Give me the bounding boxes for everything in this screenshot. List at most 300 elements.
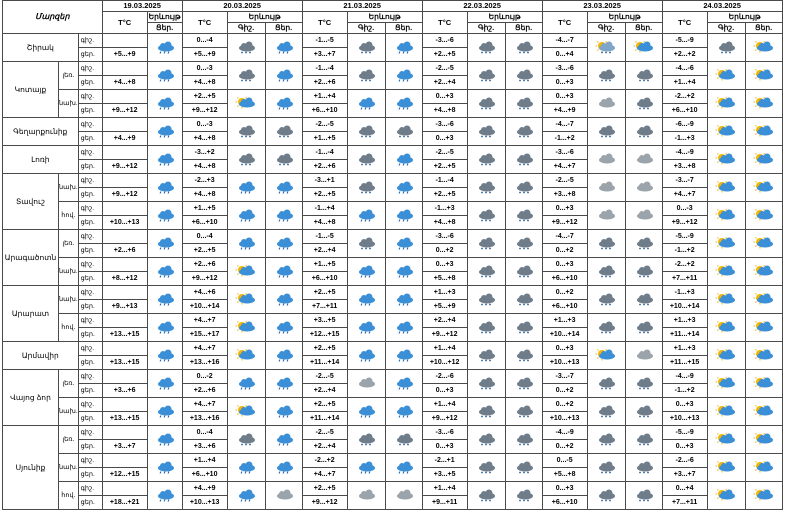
weather-icon — [587, 286, 625, 314]
table-row — [3, 118, 783, 132]
temperature-cell: +2...+5 — [422, 188, 467, 202]
weather-icon — [587, 314, 625, 342]
weather-icon — [625, 454, 662, 482]
temperature-cell: -1...-4 — [422, 174, 467, 188]
weather-icon — [347, 90, 385, 118]
temperature-cell: +9...+12 — [182, 272, 227, 286]
time-of-day: ցեր. — [78, 160, 102, 174]
temperature-cell: +2...+5 — [182, 244, 227, 258]
header-row-labels — [3, 12, 783, 23]
weather-icon — [227, 62, 265, 90]
weather-icon — [707, 62, 745, 90]
weather-icon — [385, 230, 422, 258]
weather-icon — [745, 118, 782, 146]
temperature-cell: +9...+12 — [662, 216, 707, 230]
weather-icon — [625, 146, 662, 174]
weather-icon — [227, 230, 265, 258]
header-row-dates — [3, 1, 783, 12]
night-header: Գիշ. — [347, 23, 385, 34]
weather-icon — [707, 174, 745, 202]
night-header: Գիշ. — [707, 23, 745, 34]
weather-icon — [707, 258, 745, 286]
temperature-cell: -3...+2 — [182, 146, 227, 160]
weather-icon — [467, 454, 505, 482]
temperature-cell: +2...+5 — [422, 48, 467, 62]
temperature-cell: -3...-6 — [542, 146, 587, 160]
weather-icon — [587, 482, 625, 510]
weather-icon — [707, 286, 745, 314]
temperature-cell — [102, 90, 147, 104]
weather-icon — [745, 90, 782, 118]
temperature-cell: 0...-4 — [182, 426, 227, 440]
temperature-cell: +3...+8 — [662, 160, 707, 174]
temperature-cell: +13...+16 — [182, 412, 227, 426]
time-of-day: գիշ. — [78, 174, 102, 188]
time-of-day: գիշ. — [78, 90, 102, 104]
weather-icon — [745, 482, 782, 510]
date-header: 24.03.2025 — [662, 1, 782, 12]
temperature-cell: +1...+3 — [422, 286, 467, 300]
temperature-cell: -1...+4 — [302, 202, 347, 216]
temperature-cell: 0...+3 — [542, 258, 587, 272]
weather-icon — [385, 90, 422, 118]
temperature-cell: 0...+2 — [542, 286, 587, 300]
temperature-cell: -1...-4 — [302, 62, 347, 76]
time-of-day: ցեր. — [78, 76, 102, 90]
temperature-cell: 0...+3 — [542, 482, 587, 496]
temperature-cell: +10...+13 — [182, 496, 227, 510]
time-of-day: գիշ. — [78, 342, 102, 356]
temperature-cell: 0...-2 — [182, 370, 227, 384]
weather-icon — [265, 286, 302, 314]
region-name: Տավուշ — [3, 174, 59, 230]
region-name: Շիրակ — [3, 34, 79, 62]
temperature-cell: -3...-7 — [662, 174, 707, 188]
weather-icon — [347, 258, 385, 286]
weather-icon — [467, 202, 505, 230]
temperature-cell: +9...+12 — [102, 160, 147, 174]
temperature-cell: +3...+7 — [102, 440, 147, 454]
weather-icon — [467, 118, 505, 146]
weather-icon — [227, 426, 265, 454]
weather-icon — [385, 174, 422, 202]
temperature-cell: -2...+2 — [662, 90, 707, 104]
weather-icon — [745, 426, 782, 454]
weather-icon — [707, 454, 745, 482]
temperature-cell: +4...+8 — [102, 76, 147, 90]
temperature-cell: +8...+12 — [102, 272, 147, 286]
temperature-cell: -3...+1 — [302, 174, 347, 188]
temperature-cell: +3...+5 — [302, 314, 347, 328]
zone-label: նախ. — [59, 258, 79, 286]
weather-icon — [347, 174, 385, 202]
temperature-cell: -4...-6 — [662, 62, 707, 76]
temperature-cell: +12...+15 — [302, 328, 347, 342]
weather-icon — [347, 202, 385, 230]
temperature-cell: +15...+17 — [182, 328, 227, 342]
temperature-cell: +2...+4 — [302, 384, 347, 398]
weather-icon — [265, 370, 302, 398]
weather-icon — [467, 62, 505, 90]
temperature-cell: 0...-3 — [662, 202, 707, 216]
table-row — [3, 454, 783, 468]
temperature-cell: 0...+3 — [422, 258, 467, 272]
temperature-cell: -1...+3 — [662, 286, 707, 300]
temperature-cell: +6...+10 — [542, 300, 587, 314]
weather-icon — [147, 342, 182, 370]
weather-icon — [227, 286, 265, 314]
temperature-cell: +9...+11 — [422, 496, 467, 510]
weather-icon — [347, 314, 385, 342]
weather-icon — [467, 230, 505, 258]
region-name: Լոռի — [3, 146, 79, 174]
weather-icon — [587, 258, 625, 286]
weather-icon — [347, 34, 385, 62]
zone-label: հով. — [59, 482, 79, 510]
temperature-cell: +5...+8 — [422, 272, 467, 286]
weather-icon — [707, 426, 745, 454]
phenomenon-header: Երևույթ — [467, 12, 542, 23]
temperature-cell: +3...+6 — [102, 384, 147, 398]
weather-icon — [625, 34, 662, 62]
weather-icon — [265, 398, 302, 426]
weather-icon — [745, 174, 782, 202]
temperature-cell: -3...-6 — [422, 426, 467, 440]
time-of-day: ցեր. — [78, 104, 102, 118]
temperature-cell: +4...+9 — [102, 132, 147, 146]
region-name: Կոտայք — [3, 62, 59, 118]
temperature-cell: +2...+5 — [422, 160, 467, 174]
temperature-cell: +1...+4 — [422, 398, 467, 412]
temperature-cell: +1...+4 — [662, 76, 707, 90]
temperature-cell: -4...-9 — [542, 426, 587, 440]
weather-icon — [625, 230, 662, 258]
temperature-cell: +2...+5 — [302, 342, 347, 356]
zone-label: հով. — [59, 202, 79, 230]
temperature-cell: -4...-7 — [542, 118, 587, 132]
temperature-cell — [102, 174, 147, 188]
temperature-cell — [102, 34, 147, 48]
temperature-cell: +1...+4 — [302, 90, 347, 104]
temperature-cell: +10...+13 — [102, 216, 147, 230]
weather-icon — [625, 202, 662, 230]
weather-icon — [227, 398, 265, 426]
time-of-day: գիշ. — [78, 258, 102, 272]
temperature-cell: +4...+8 — [182, 76, 227, 90]
table-row — [3, 314, 783, 328]
temperature-cell: +4...+7 — [182, 314, 227, 328]
weather-icon — [227, 118, 265, 146]
weather-icon — [587, 370, 625, 398]
temperature-cell: +3...+6 — [182, 440, 227, 454]
time-of-day: ցեր. — [78, 356, 102, 370]
weather-icon — [147, 426, 182, 454]
weather-icon — [265, 90, 302, 118]
weather-icon — [745, 202, 782, 230]
weather-icon — [467, 34, 505, 62]
weather-icon — [745, 314, 782, 342]
temperature-cell: +5...+9 — [422, 300, 467, 314]
weather-icon — [625, 118, 662, 146]
time-of-day: գիշ. — [78, 230, 102, 244]
weather-icon — [227, 90, 265, 118]
table-row — [3, 426, 783, 440]
temperature-cell: -4...-7 — [542, 34, 587, 48]
table-row — [3, 62, 783, 76]
temperature-cell: +13...+16 — [182, 356, 227, 370]
time-of-day: ցեր. — [78, 188, 102, 202]
temperature-cell: +1...+3 — [542, 314, 587, 328]
temperature-cell — [102, 398, 147, 412]
time-of-day: ցեր. — [78, 300, 102, 314]
weather-icon — [625, 314, 662, 342]
temperature-cell: -2...+1 — [422, 454, 467, 468]
temperature-cell: +9...+12 — [422, 328, 467, 342]
temperature-cell: +1...+5 — [182, 202, 227, 216]
temperature-cell: 0...-3 — [182, 62, 227, 76]
weather-icon — [587, 118, 625, 146]
region-name: Վայոց ձոր — [3, 370, 59, 426]
day-header: Ցեր. — [745, 23, 782, 34]
time-of-day: գիշ. — [78, 370, 102, 384]
weather-icon — [467, 370, 505, 398]
weather-icon — [347, 482, 385, 510]
weather-icon — [467, 426, 505, 454]
weather-icon — [505, 342, 542, 370]
temperature-cell: +9...+12 — [422, 412, 467, 426]
weather-icon — [505, 426, 542, 454]
temperature-cell: 0...+3 — [662, 440, 707, 454]
temperature-cell: +2...+6 — [102, 244, 147, 258]
weather-icon — [347, 230, 385, 258]
weather-icon — [147, 118, 182, 146]
temperature-cell: +3...+8 — [542, 188, 587, 202]
table-row — [3, 146, 783, 160]
weather-icon — [505, 146, 542, 174]
temperature-header: T°C — [182, 12, 227, 34]
weather-icon — [745, 34, 782, 62]
temperature-cell: -2...-5 — [302, 370, 347, 384]
time-of-day: գիշ. — [78, 62, 102, 76]
temperature-cell: 0...-4 — [182, 34, 227, 48]
weather-icon — [707, 482, 745, 510]
table-row — [3, 90, 783, 104]
weather-icon — [625, 174, 662, 202]
weather-icon — [227, 314, 265, 342]
weather-icon — [707, 370, 745, 398]
temperature-cell: +6...+10 — [182, 468, 227, 482]
weather-icon — [147, 202, 182, 230]
temperature-cell: 0...+2 — [542, 440, 587, 454]
date-header: 22.03.2025 — [422, 1, 542, 12]
temperature-cell: +11...+14 — [302, 412, 347, 426]
weather-icon — [587, 34, 625, 62]
time-of-day: ցեր. — [78, 496, 102, 510]
temperature-cell: +10...+14 — [182, 300, 227, 314]
weather-icon — [227, 174, 265, 202]
weather-icon — [265, 174, 302, 202]
weather-icon — [265, 34, 302, 62]
weather-icon — [505, 174, 542, 202]
temperature-cell: +6...+10 — [302, 104, 347, 118]
weather-icon — [625, 342, 662, 370]
date-header: 21.03.2025 — [302, 1, 422, 12]
temperature-cell: -5...-9 — [662, 230, 707, 244]
temperature-cell: +4...+8 — [182, 160, 227, 174]
weather-icon — [745, 62, 782, 90]
phenomenon-header: Երևույթ — [587, 12, 662, 23]
weather-icon — [505, 454, 542, 482]
temperature-cell: 0...+3 — [422, 440, 467, 454]
temperature-cell: -3...-6 — [422, 118, 467, 132]
temperature-cell: +4...+7 — [542, 160, 587, 174]
temperature-cell: -3...-6 — [422, 34, 467, 48]
zone-label: նախ. — [59, 454, 79, 482]
temperature-cell: 0...-4 — [182, 230, 227, 244]
temperature-cell: +2...+6 — [182, 384, 227, 398]
temperature-cell — [102, 118, 147, 132]
weather-icon — [505, 202, 542, 230]
temperature-cell: +9...+12 — [542, 216, 587, 230]
temperature-cell: +6...+10 — [542, 272, 587, 286]
zone-label: հով. — [59, 314, 79, 342]
time-of-day: գիշ. — [78, 34, 102, 48]
temperature-cell: 0...+4 — [542, 48, 587, 62]
temperature-cell: +1...+5 — [302, 258, 347, 272]
weather-icon — [147, 482, 182, 510]
table-row — [3, 398, 783, 412]
weather-icon — [147, 230, 182, 258]
temperature-cell: +1...+4 — [422, 342, 467, 356]
time-of-day: ցեր. — [78, 272, 102, 286]
weather-icon — [587, 230, 625, 258]
temperature-cell: +5...+9 — [102, 48, 147, 62]
temperature-cell: +1...+3 — [662, 314, 707, 328]
zone-label: լեռ. — [59, 370, 79, 398]
temperature-cell: 0...+3 — [422, 384, 467, 398]
weather-icon — [707, 146, 745, 174]
weather-icon — [625, 258, 662, 286]
time-of-day: ցեր. — [78, 48, 102, 62]
temperature-cell: +4...+8 — [182, 188, 227, 202]
temperature-cell: +4...+8 — [302, 216, 347, 230]
region-column-header: Մարզեր — [3, 1, 103, 34]
temperature-cell: +11...+14 — [302, 356, 347, 370]
temperature-cell: +1...+4 — [182, 454, 227, 468]
time-of-day: ցեր. — [78, 244, 102, 258]
temperature-cell: +6...+10 — [662, 104, 707, 118]
time-of-day: գիշ. — [78, 146, 102, 160]
weather-icon — [505, 314, 542, 342]
temperature-cell: 0...+3 — [542, 342, 587, 356]
weather-icon — [147, 258, 182, 286]
temperature-cell: +4...+7 — [662, 188, 707, 202]
temperature-cell: +4...+7 — [182, 342, 227, 356]
weather-icon — [625, 370, 662, 398]
weather-icon — [265, 314, 302, 342]
weather-icon — [385, 398, 422, 426]
weather-icon — [745, 398, 782, 426]
temperature-cell: +1...+4 — [422, 482, 467, 496]
region-name: Սյունիք — [3, 426, 59, 510]
temperature-cell: -2...-5 — [302, 118, 347, 132]
region-name: Արմավիր — [3, 342, 79, 370]
temperature-cell — [102, 454, 147, 468]
temperature-cell: -1...-5 — [302, 230, 347, 244]
date-header: 20.03.2025 — [182, 1, 302, 12]
weather-icon — [587, 62, 625, 90]
temperature-cell: -2...-6 — [662, 454, 707, 468]
temperature-cell — [102, 286, 147, 300]
time-of-day: ցեր. — [78, 468, 102, 482]
temperature-cell — [102, 258, 147, 272]
weather-icon — [265, 62, 302, 90]
weather-icon — [147, 62, 182, 90]
temperature-cell: +3...+7 — [302, 48, 347, 62]
temperature-cell: 0...+3 — [422, 90, 467, 104]
weather-icon — [505, 90, 542, 118]
zone-label: նախ. — [59, 398, 79, 426]
temperature-cell: -4...-9 — [662, 370, 707, 384]
weather-icon — [385, 286, 422, 314]
weather-icon — [707, 342, 745, 370]
temperature-cell: 0...+2 — [542, 398, 587, 412]
time-of-day: գիշ. — [78, 426, 102, 440]
time-of-day: ցեր. — [78, 328, 102, 342]
temperature-cell: 0...+2 — [422, 244, 467, 258]
temperature-cell: +3...+5 — [422, 468, 467, 482]
weather-icon — [147, 146, 182, 174]
weather-icon — [385, 454, 422, 482]
weather-icon — [347, 426, 385, 454]
temperature-cell: 0...+3 — [422, 132, 467, 146]
weather-icon — [147, 286, 182, 314]
weather-icon — [707, 230, 745, 258]
weather-icon — [265, 202, 302, 230]
temperature-cell: +2...+5 — [302, 188, 347, 202]
temperature-cell: -6...-9 — [662, 118, 707, 132]
weather-icon — [707, 202, 745, 230]
temperature-cell — [102, 202, 147, 216]
temperature-cell: -1...+2 — [542, 132, 587, 146]
temperature-cell: +2...+5 — [302, 482, 347, 496]
forecast-table — [2, 0, 783, 510]
night-header: Գիշ. — [227, 23, 265, 34]
weather-icon — [505, 482, 542, 510]
temperature-cell: +2...+6 — [302, 76, 347, 90]
day-header: Ցեր. — [505, 23, 542, 34]
temperature-cell: +2...+4 — [422, 314, 467, 328]
weather-icon — [227, 482, 265, 510]
weather-icon — [625, 286, 662, 314]
weather-icon — [385, 426, 422, 454]
weather-icon — [467, 398, 505, 426]
time-of-day: գիշ. — [78, 482, 102, 496]
temperature-cell: 0...-3 — [182, 118, 227, 132]
temperature-cell: -5...-9 — [662, 34, 707, 48]
temperature-cell: +9...+12 — [102, 188, 147, 202]
temperature-cell: -2...+2 — [662, 258, 707, 272]
temperature-cell: -2...+3 — [182, 174, 227, 188]
zone-label: նախ. — [59, 90, 79, 118]
temperature-cell: -2...-6 — [422, 370, 467, 384]
temperature-cell: 0...+3 — [542, 76, 587, 90]
temperature-cell: +4...+7 — [302, 468, 347, 482]
temperature-cell: +13...+15 — [102, 328, 147, 342]
weather-icon — [505, 370, 542, 398]
weather-icon — [745, 454, 782, 482]
weather-icon — [265, 146, 302, 174]
